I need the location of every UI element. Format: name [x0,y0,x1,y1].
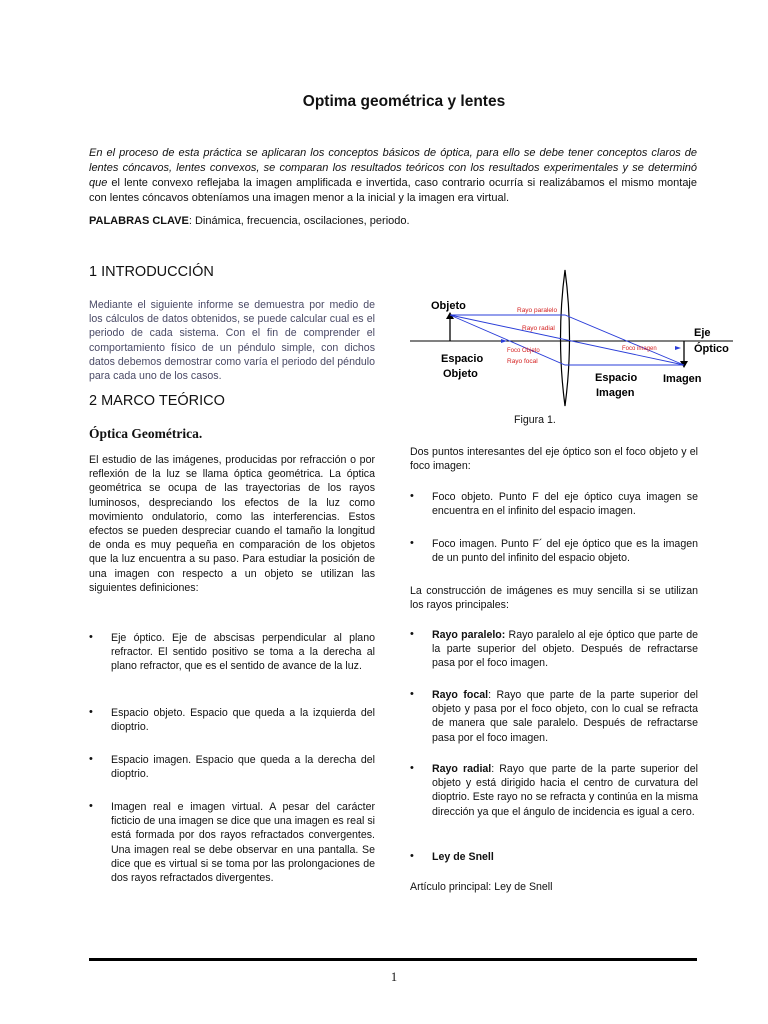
ley-snell-label: Ley de Snell [432,851,494,863]
keywords [89,214,697,229]
figure-caption: Figura 1. [514,414,556,426]
rayos-intro: La construcción de imágenes es muy sencilla si se utilizan los rayos principales: [410,585,698,612]
footer-rule [89,958,697,961]
ray-radial [450,315,684,365]
bullet-icon: • [410,628,414,640]
label-rayo-paralelo: Rayo paralelo [517,307,558,314]
rayo-paralelo-label: Rayo paralelo: [432,629,506,641]
abstract-italic: En el proceso de esta práctica se aplicaran los conceptos básicos de óptica, para ello se debe tener conceptos claros de lentes cóncavos, lentes convexos, se comparan los resultados teóricos con los resultados experimentales y se determinó que [89,147,697,189]
label-espacio-imagen-2: Imagen [596,387,635,399]
bullet-icon: • [410,850,414,862]
optica-subheading: Óptica Geométrica. [89,426,203,441]
keywords-text: : Dinámica, frecuencia, oscilaciones, periodo. [188,215,410,227]
intro-heading: 1 INTRODUCCIÓN [89,264,214,280]
bullet-icon: • [89,631,93,643]
bullet-icon: • [410,688,414,700]
label-imagen: Imagen [663,373,702,385]
rayo-radial-label: Rayo radial [432,763,492,775]
bullet-icon: • [89,753,93,765]
keywords-label: PALABRAS CLAVE [89,215,189,227]
label-rayo-focal: Rayo focal [507,358,538,365]
abstract-normal: el lente convexo reflejaba la imagen amplificada e invertida, caso contrario ocurría si realizábamos el mismo montaje con lentes cóncavos obteníamos una imagen menor a la inicial y la imagen era virtual. [89,177,697,204]
page-number: 1 [390,970,398,984]
label-eje: Eje [694,327,711,339]
label-objeto: Objeto [431,300,466,312]
articulo-principal: Artículo principal: Ley de Snell [410,881,553,893]
optica-text: El estudio de las imágenes, producidas por refracción o por reflexión de la luz se llama óptica geométrica. La óptica geométrica se ocupa de las trayectorias de los rayos luminosos, despreciando los efectos de la luz como movimiento ondulatorio, como las interferencias. Estos efectos se pueden despreciar cuando el tamaño la longitud de onda es muy pequeña en comparación de los objetos que la luz encuentra a su paso. Para estudiar la posición de una imagen con respecto a un objeto se utilizan las siguientes definiciones: [89,454,375,594]
label-rayo-radial: Rayo radial [522,325,555,332]
label-foco-objeto: Foco Objeto [507,348,540,354]
focus-arrow-icon [675,346,681,350]
marco-heading: 2 MARCO TEÓRICO [89,393,225,409]
label-espacio-objeto: Espacio [441,353,484,365]
convex-lens [561,270,570,406]
bullet-icon: • [410,537,414,549]
abstract [89,146,697,206]
intro-text: Mediante el siguiente informe se demuestra por medio de los cálculos de datos obtenidos, se puede calcular cual es el periodo de cada sistema. Con el fin de comprender el comportamiento físico de un péndulo simple, con dichos datos debemos demostrar como varía el periodo del péndulo para cada uno de los casos. [89,299,375,383]
label-espacio-objeto-2: Objeto [443,368,478,380]
page-title: Optima geométrica y lentes [302,93,506,110]
bullet-icon: • [410,762,414,774]
label-optico: Óptico [694,343,729,355]
bullet-icon: • [89,706,93,718]
rayo-focal-label: Rayo focal [432,689,489,701]
lens-diagram [405,268,735,408]
bullet-icon: • [410,490,414,502]
bullet-icon: • [89,800,93,812]
label-foco-imagen: Foco imagen [622,346,657,352]
focos-intro: Dos puntos interesantes del eje óptico son el foco objeto y el foco imagen: [410,446,698,473]
label-espacio-imagen: Espacio [595,372,638,384]
